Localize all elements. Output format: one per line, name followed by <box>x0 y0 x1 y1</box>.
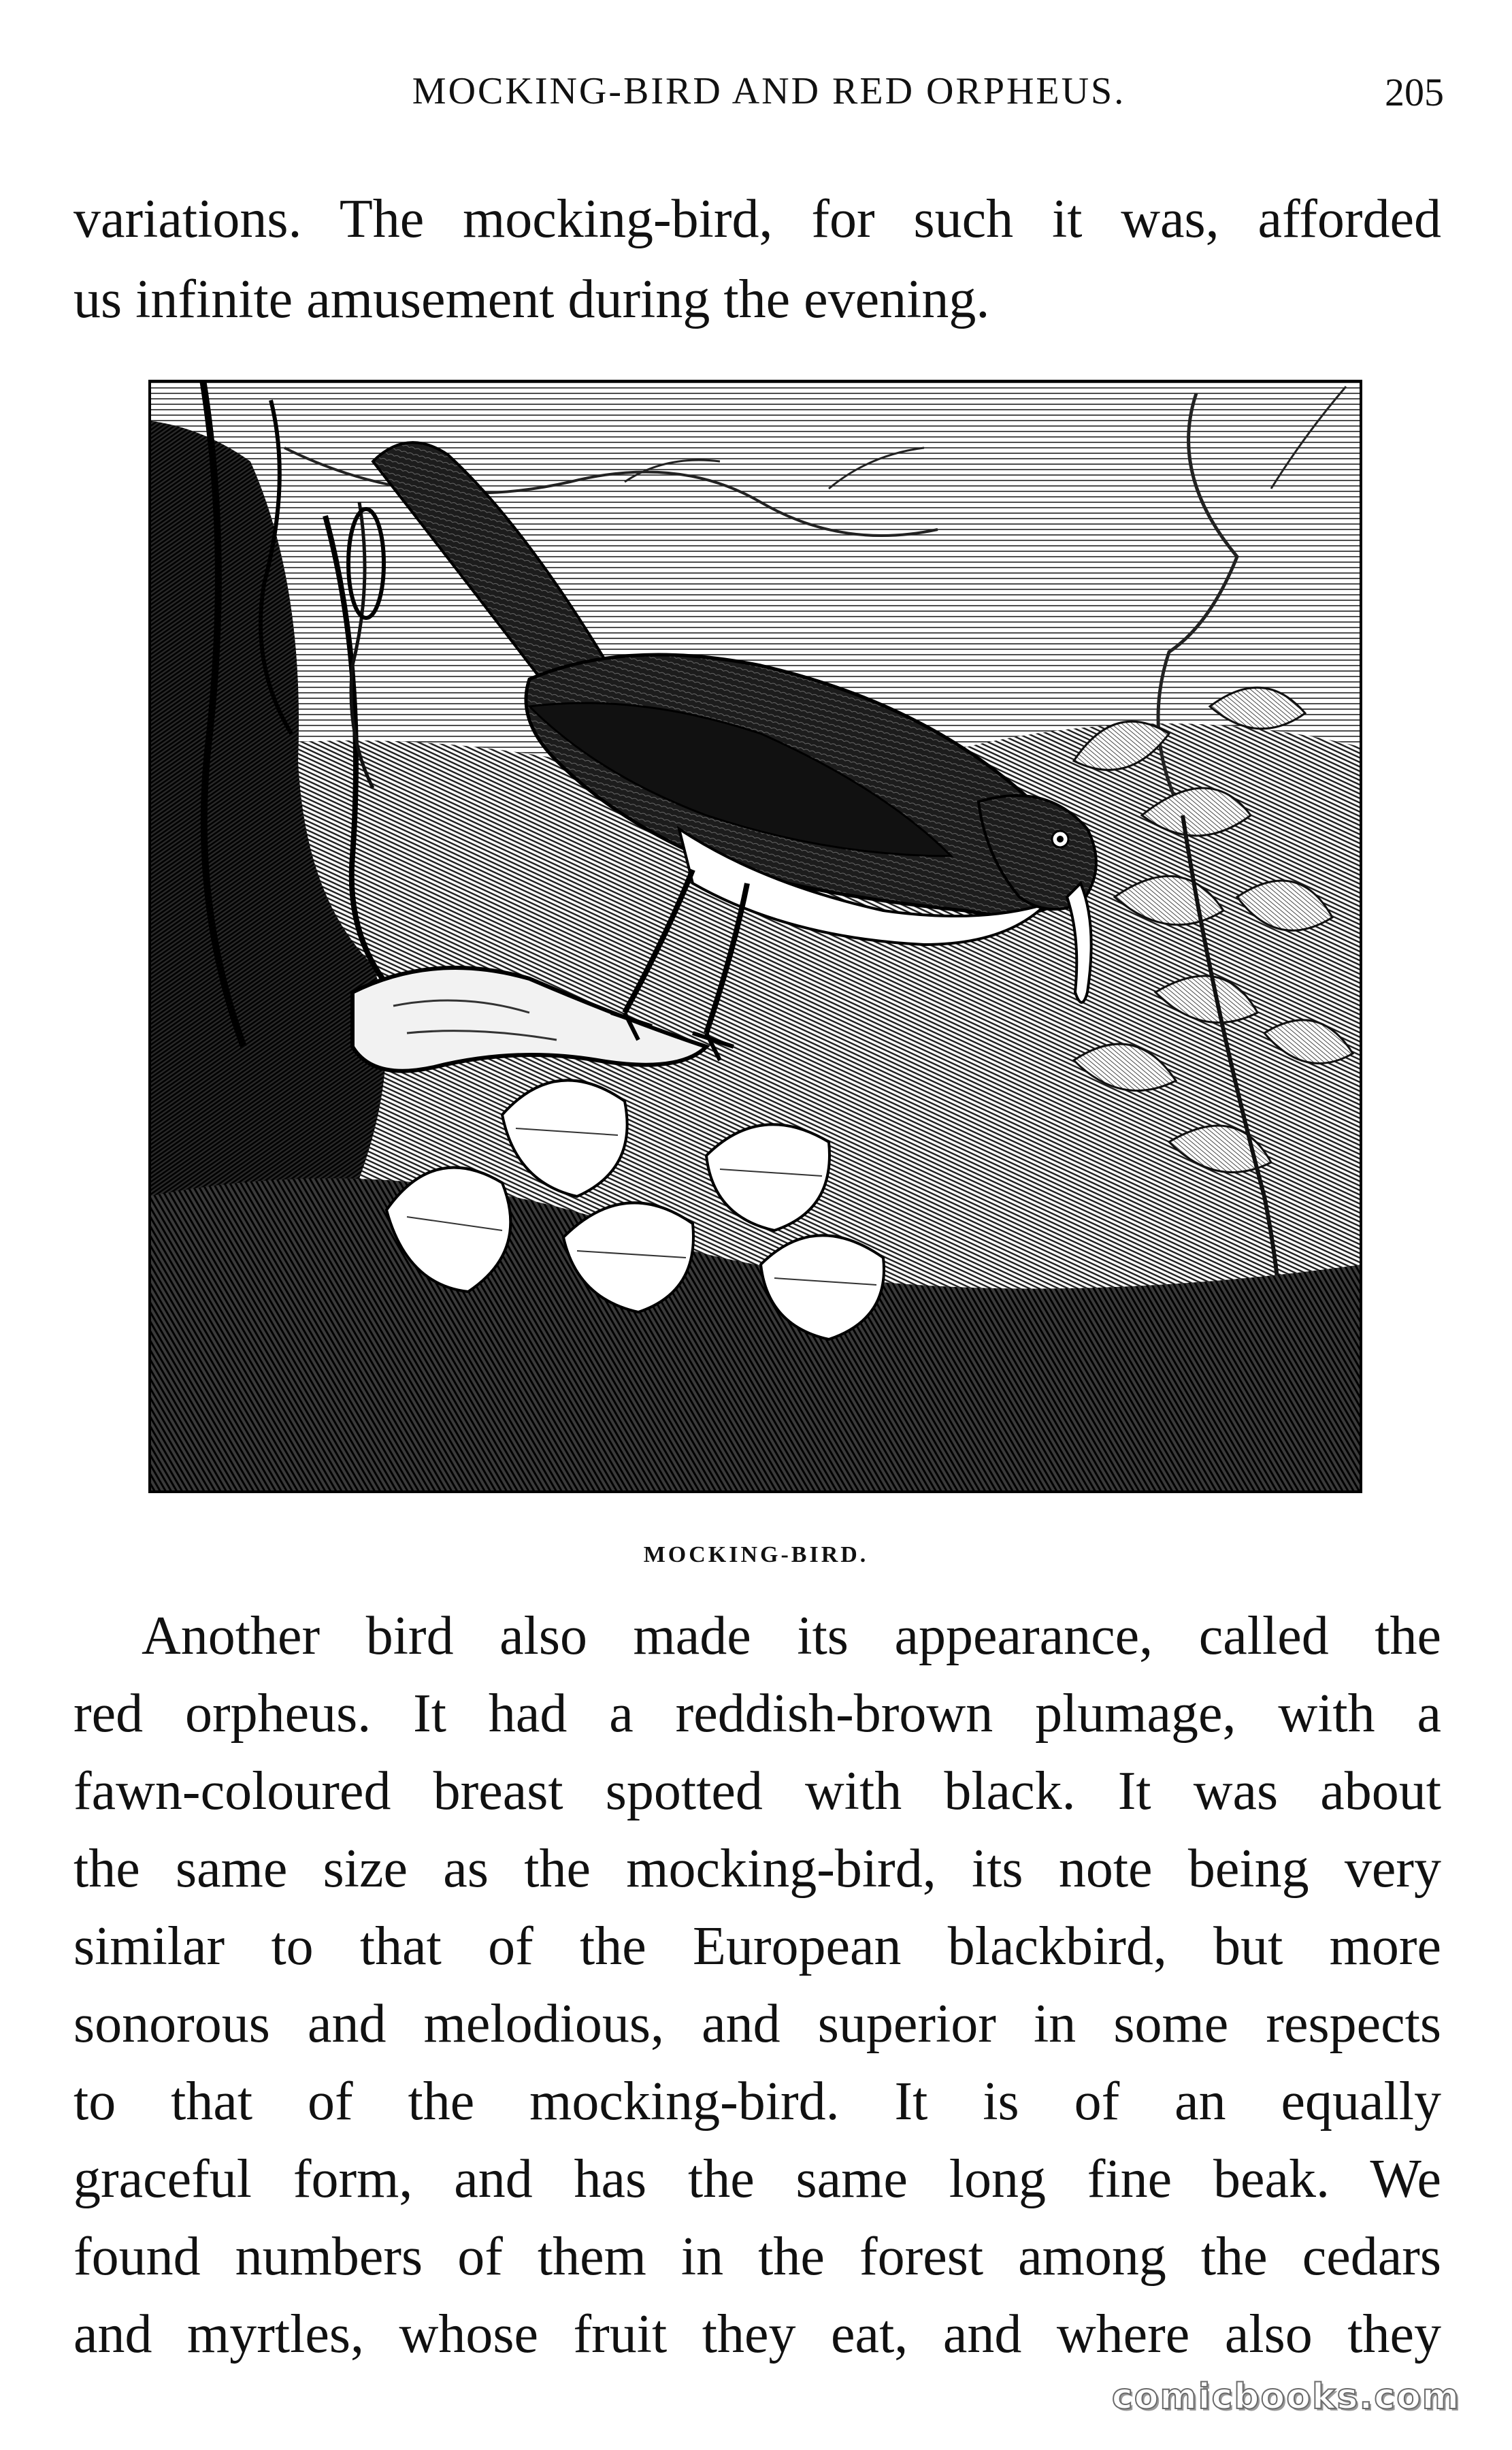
top-paragraph-line: variations. The mocking-bird, for such it was, afforded <box>73 189 1441 249</box>
main-paragraph-line: sonorous and melodious, and superior in some respects <box>73 1994 1441 2054</box>
main-paragraph-line: to that of the mocking-bird. It is of an equally <box>73 2072 1441 2132</box>
main-paragraph-line: fawn-coloured breast spotted with black. It was about <box>73 1761 1441 1821</box>
page-number: 205 <box>1385 70 1444 114</box>
running-title: MOCKING-BIRD AND RED ORPHEUS. <box>412 70 1126 112</box>
top-paragraph-line: us infinite amusement during the evening. <box>73 270 990 329</box>
figure-caption: MOCKING-BIRD. <box>643 1542 869 1567</box>
main-paragraph-line: graceful form, and has the same long fine beak. We <box>73 2149 1441 2209</box>
main-paragraph-line: Another bird also made its appearance, called the <box>142 1606 1441 1666</box>
main-paragraph-line: red orpheus. It had a reddish-brown plumage, with a <box>73 1684 1441 1744</box>
mocking-bird-engraving <box>148 380 1362 1493</box>
site-watermark: comicbooks.com <box>1111 2376 1460 2417</box>
main-paragraph-line: similar to that of the European blackbird, but more <box>73 1916 1441 1976</box>
main-paragraph-line: and myrtles, whose fruit they eat, and where also they <box>73 2304 1441 2364</box>
main-paragraph-line: found numbers of them in the forest among the cedars <box>73 2227 1441 2287</box>
main-paragraph-line: the same size as the mocking-bird, its note being very <box>73 1839 1441 1899</box>
